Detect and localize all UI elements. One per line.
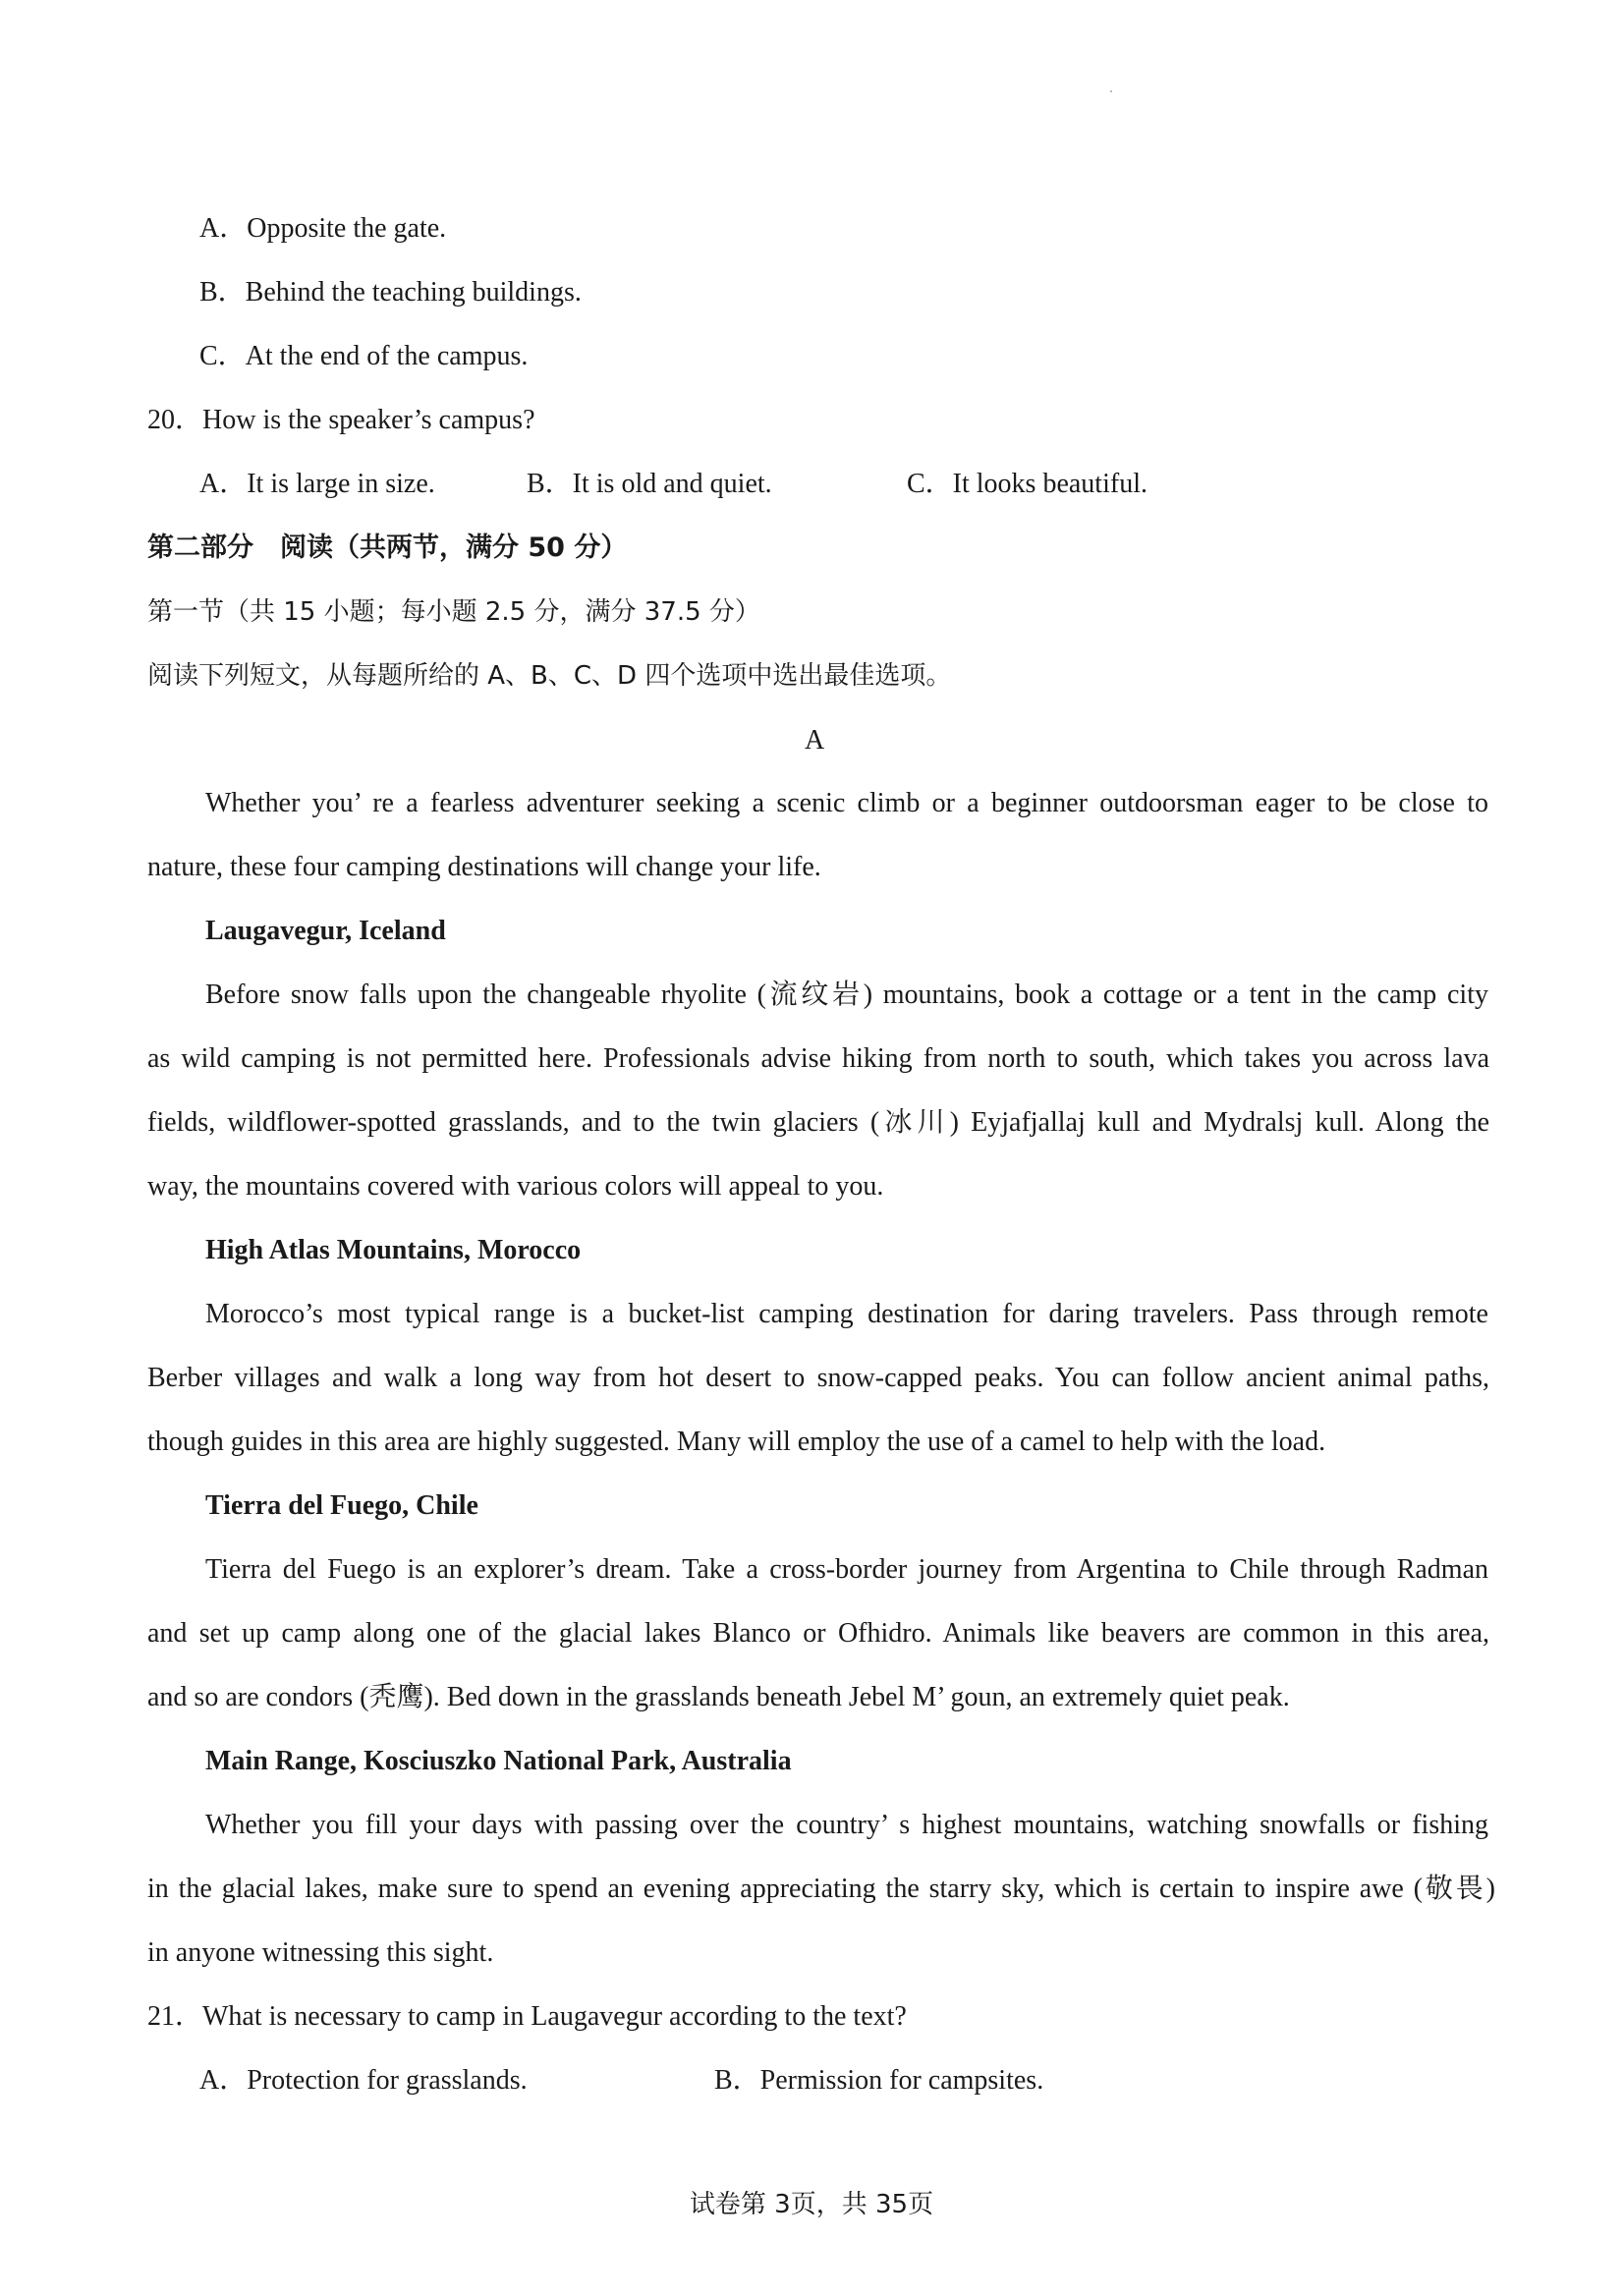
- laugavegur-line-2: as wild camping is not permitted here. Professionals advise hiking from north to south, which takes you across lava: [147, 1043, 1489, 1074]
- intro-line-2: nature, these four camping destinations will change your life.: [147, 852, 821, 882]
- intro-line-1: Whether you’ re a fearless adventurer seeking a scenic climb or a beginner outdoorsman eager to be close to: [205, 788, 1488, 818]
- reading-instruction: 阅读下列短文，从每题所给的 A、B、C、D 四个选项中选出最佳选项。: [147, 661, 952, 691]
- high-atlas-line-1: Morocco’s most typical range is a bucket-list camping destination for daring travelers. Pass through remote: [205, 1299, 1488, 1329]
- tierra-line-2: and set up camp along one of the glacial lakes Blanco or Ofhidro. Animals like beavers are common in this area,: [147, 1618, 1489, 1649]
- part2-title: 第二部分 阅读（共两节，满分 50 分）: [147, 532, 628, 563]
- q20-option-b: B．It is old and quiet.: [527, 469, 772, 499]
- q19-option-b: B．Behind the teaching buildings.: [199, 277, 582, 308]
- main-range-line-1: Whether you fill your days with passing over the country’ s highest mountains, watching snowfalls or fishing: [205, 1810, 1488, 1840]
- tierra-line-1: Tierra del Fuego is an explorer’s dream. Take a cross-border journey from Argentina to Chile through Radman: [205, 1554, 1488, 1585]
- heading-tierra-del-fuego: Tierra del Fuego, Chile: [205, 1490, 478, 1521]
- q20-option-a: A．It is large in size.: [199, 469, 435, 499]
- laugavegur-line-3: fields, wildflower-spotted grasslands, and to the twin glaciers (冰川) Eyjafjallaj kull and Mydralsj kull. Along the: [147, 1107, 1489, 1138]
- high-atlas-line-2: Berber villages and walk a long way from hot desert to snow-capped peaks. You can follow ancient animal paths,: [147, 1363, 1489, 1393]
- q21-stem: 21．What is necessary to camp in Laugavegur according to the text?: [147, 2001, 907, 2032]
- page-footer: 试卷第 3页，共 35页: [689, 2190, 934, 2219]
- q20-option-c: C．It looks beautiful.: [907, 469, 1147, 499]
- q19-option-c: C．At the end of the campus.: [199, 341, 529, 371]
- section1-title: 第一节（共 15 小题；每小题 2.5 分，满分 37.5 分）: [147, 597, 760, 627]
- q19-option-a: A．Opposite the gate.: [199, 213, 447, 244]
- q21-option-b: B．Permission for campsites.: [714, 2065, 1044, 2096]
- passage-label: A: [805, 725, 825, 756]
- q21-option-a: A．Protection for grasslands.: [199, 2065, 528, 2096]
- main-range-line-3: in anyone witnessing this sight.: [147, 1937, 494, 1968]
- tierra-line-3: and so are condors (秃鹰). Bed down in the grasslands beneath Jebel M’ goun, an extremely quiet peak.: [147, 1682, 1290, 1712]
- q20-stem: 20．How is the speaker’s campus?: [147, 405, 535, 435]
- scan-speck: [1110, 90, 1112, 92]
- laugavegur-line-1: Before snow falls upon the changeable rhyolite (流纹岩) mountains, book a cottage or a tent in the camp city: [205, 980, 1488, 1010]
- heading-main-range: Main Range, Kosciuszko National Park, Australia: [205, 1746, 792, 1776]
- heading-laugavegur: Laugavegur, Iceland: [205, 916, 446, 946]
- main-range-line-2: in the glacial lakes, make sure to spend an evening appreciating the starry sky, which is certain to inspire awe (敬畏): [147, 1874, 1495, 1904]
- high-atlas-line-3: though guides in this area are highly suggested. Many will employ the use of a camel to help with the load.: [147, 1427, 1326, 1457]
- laugavegur-line-4: way, the mountains covered with various colors will appeal to you.: [147, 1171, 884, 1202]
- heading-high-atlas: High Atlas Mountains, Morocco: [205, 1235, 582, 1265]
